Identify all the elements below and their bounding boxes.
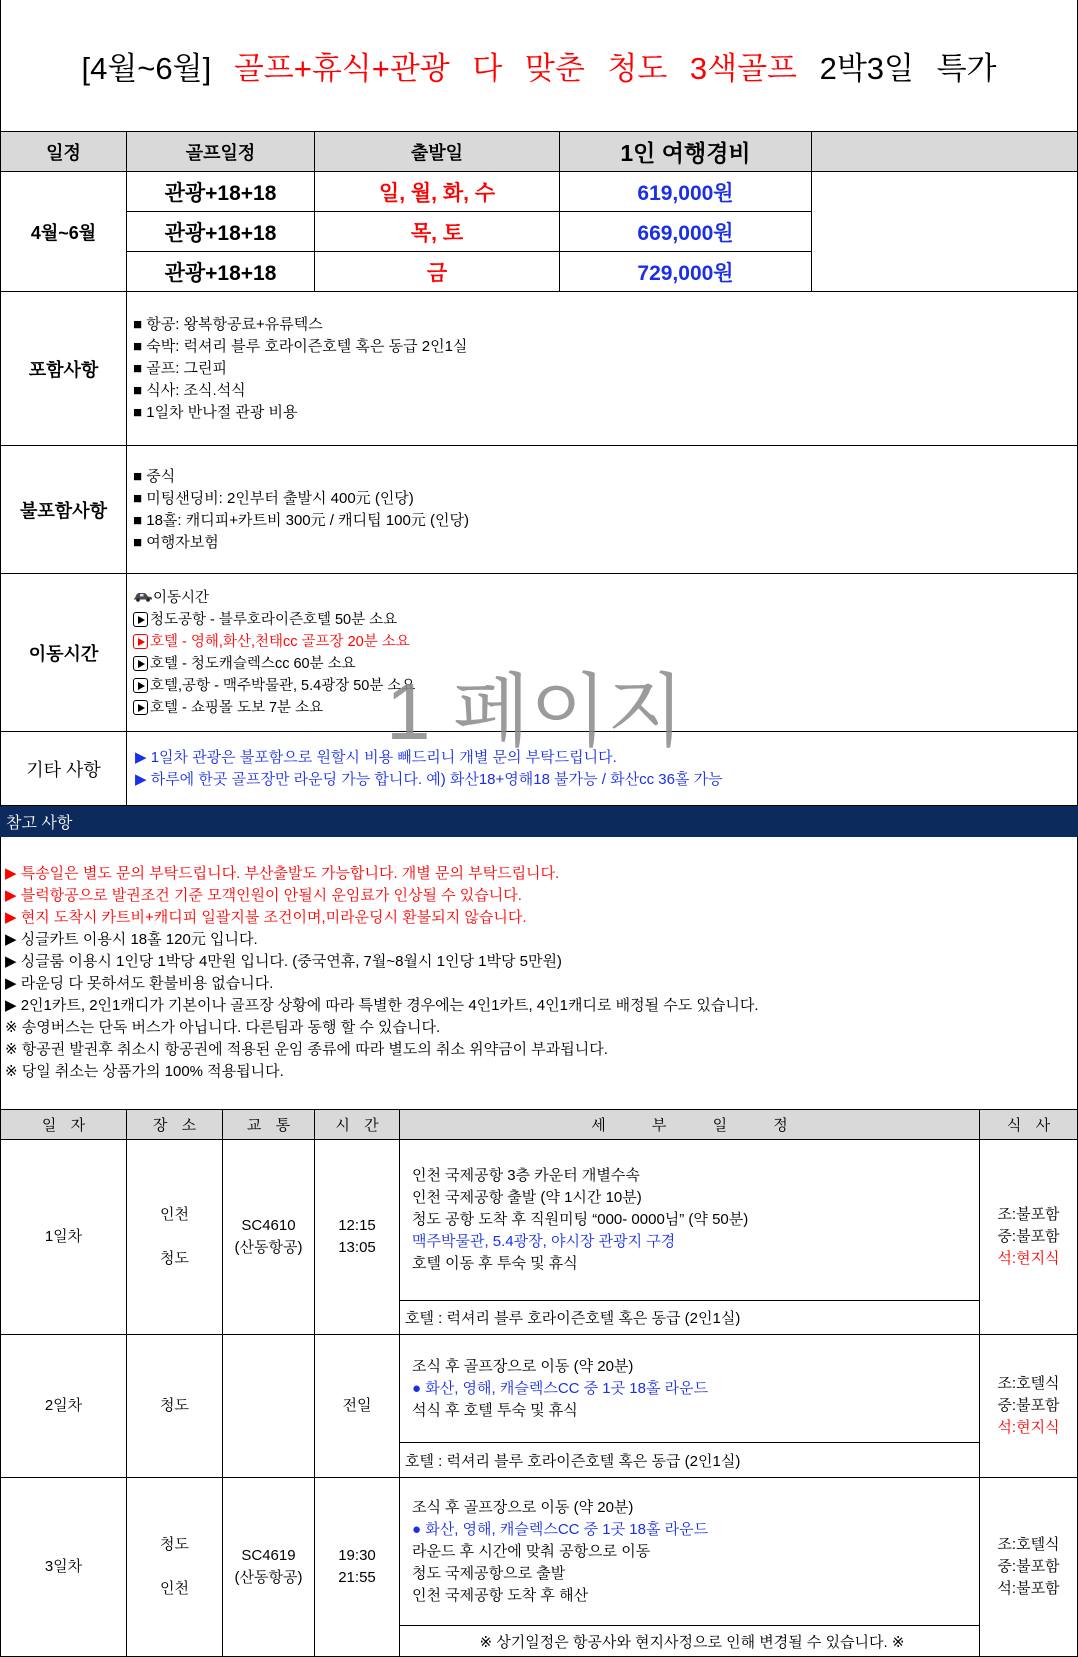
etc-list (127, 732, 1078, 806)
day-meals (980, 1478, 1078, 1657)
detail-line: ● 화산, 영해, 캐슬렉스CC 중 1곳 18홀 라운드 (412, 1520, 709, 1538)
notes-title: 참고 사항 (6, 815, 73, 832)
airline: (산동항공) (234, 1569, 303, 1586)
note-item: ▶ 싱글룸 이용시 1인당 1박당 4만원 입니다. (중국연휴, 7월~8월시 1인당 1박당 5만원) (5, 953, 562, 970)
note-item: ▶ 현지 도착시 카트비+캐디피 일괄지불 조건이며,미라운딩시 환불되지 않습니다. (5, 909, 527, 926)
day-times (315, 1140, 400, 1335)
transfer-item-text: 청도공항 - 블루호라이즌호텔 50분 소요 (150, 611, 398, 628)
place: 청도 (160, 1250, 189, 1267)
schedule-header-day: 일 자 (0, 1110, 127, 1140)
day-places (127, 1335, 223, 1478)
notes-block (0, 837, 1078, 1110)
list-item: ■ 18홀: 캐디피+카트비 300元 / 캐디팁 100元 (인당) (133, 511, 469, 529)
price-value: 619,000원 (560, 172, 812, 212)
header-departure-day: 출발일 (315, 132, 560, 172)
play-box-icon (133, 634, 148, 649)
meal-breakfast: 조:불포함 (997, 1206, 1060, 1223)
includes-list (127, 292, 1078, 446)
schedule-notice: ※ 상기일정은 항공사와 현지사정으로 인해 변경될 수 있습니다. ※ (400, 1626, 980, 1657)
detail-line: 인천 국제공항 도착 후 해산 (412, 1586, 589, 1604)
day-details (400, 1140, 980, 1301)
note-item: ※ 당일 취소는 상품가의 100% 적용됩니다. (5, 1063, 284, 1080)
header-price: 1인 여행경비 (560, 132, 812, 172)
day-hotel: 호텔 : 럭셔리 블루 호라이즌호텔 혹은 동급 (2인1실) (400, 1443, 980, 1478)
title-highlight: 골프+휴식+관광 다 맞춘 청도 3색골프 (233, 51, 797, 86)
meal-dinner: 석:불포함 (997, 1580, 1060, 1597)
detail-line: 인천 국제공항 출발 (약 1시간 10분) (412, 1189, 642, 1206)
list-item: ■ 골프: 그린피 (133, 359, 228, 377)
excludes-label: 불포함사항 (0, 446, 127, 574)
transfer-label: 이동시간 (0, 574, 127, 732)
meal-breakfast: 조:호텔식 (997, 1536, 1060, 1553)
day-details (400, 1478, 980, 1626)
golf-plan: 관광+18+18 (127, 212, 315, 252)
meal-dinner: 석:현지식 (997, 1250, 1060, 1267)
period-label: 4월~6월 (0, 172, 127, 292)
place: 청도 (160, 1397, 189, 1414)
list-item: ■ 1일차 반나절 관광 비용 (133, 403, 298, 421)
detail-line: 호텔 이동 후 투숙 및 휴식 (412, 1255, 578, 1272)
time: 12:15 (338, 1217, 376, 1234)
transfer-item-text: 호텔,공항 - 맥주박물관, 5.4광장 50분 소요 (150, 677, 416, 694)
note-item: ▶ 라운딩 다 못하셔도 환불비용 없습니다. (5, 975, 274, 992)
transfer-item (133, 609, 415, 631)
transfer-item-text: 호텔 - 청도캐슬렉스cc 60분 소요 (150, 655, 356, 672)
schedule-header-time: 시 간 (315, 1110, 400, 1140)
day-times (315, 1478, 400, 1657)
play-box-icon (133, 612, 148, 627)
meal-lunch: 중:불포함 (997, 1558, 1060, 1575)
etc-item: ▶ 하루에 한곳 골프장만 라운딩 가능 합니다. 예) 화산18+영해18 불가능 / 화산cc 36홀 가능 (135, 770, 723, 788)
meal-lunch: 중:불포함 (997, 1397, 1060, 1414)
day-places (127, 1140, 223, 1335)
list-item: ■ 미팅샌딩비: 2인부터 출발시 400元 (인당) (133, 489, 414, 507)
place: 인천 (160, 1206, 189, 1223)
list-item: ■ 중식 (133, 467, 176, 485)
detail-line: 청도 국제공항으로 출발 (412, 1564, 566, 1582)
meal-lunch: 중:불포함 (997, 1228, 1060, 1245)
day-hotel: 호텔 : 럭셔리 블루 호라이즌호텔 혹은 동급 (2인1실) (400, 1301, 980, 1335)
transfer-item-text: 호텔 - 영해,화산,천태cc 골프장 20분 소요 (150, 633, 410, 650)
schedule-header-transport: 교 통 (223, 1110, 315, 1140)
play-box-icon (133, 700, 148, 715)
transfer-item (133, 653, 415, 675)
detail-line: 인천 국제공항 3층 카운터 개별수속 (412, 1167, 640, 1184)
schedule-header-place: 장 소 (127, 1110, 223, 1140)
price-blank (812, 172, 1078, 292)
transfer-list (127, 574, 1078, 732)
golf-plan: 관광+18+18 (127, 172, 315, 212)
day-meals (980, 1140, 1078, 1335)
note-item: ※ 송영버스는 단독 버스가 아닙니다. 다른팀과 동행 할 수 있습니다. (5, 1019, 441, 1036)
day-label: 1일차 (0, 1140, 127, 1335)
play-box-icon (133, 656, 148, 671)
time: 21:55 (338, 1569, 376, 1586)
detail-line: 석식 후 호텔 투숙 및 휴식 (412, 1401, 578, 1419)
note-item: ▶ 싱글카트 이용시 18홀 120元 입니다. (5, 931, 258, 948)
day-transport (223, 1335, 315, 1478)
day-label: 3일차 (0, 1478, 127, 1657)
excludes-list (127, 446, 1078, 574)
schedule-header-detail: 세 부 일 정 (400, 1110, 980, 1140)
includes-label: 포함사항 (0, 292, 127, 446)
note-item: ※ 항공권 발권후 취소시 항공권에 적용된 운임 종류에 따라 별도의 취소 위약금이 부과됩니다. (5, 1041, 608, 1058)
detail-line: 청도 공항 도착 후 직원미팅 “000- 0000님” (약 50분) (412, 1211, 749, 1228)
departure-days: 일, 월, 화, 수 (315, 172, 560, 212)
transfer-heading (133, 587, 415, 609)
price-value: 729,000원 (560, 252, 812, 292)
time: 19:30 (338, 1547, 376, 1564)
day-details (400, 1335, 980, 1443)
header-period: 일정 (0, 132, 127, 172)
list-item: ■ 식사: 조식.석식 (133, 381, 246, 399)
meal-dinner: 석:현지식 (997, 1419, 1060, 1436)
day-transport (223, 1478, 315, 1657)
etc-label: 기타 사항 (0, 732, 127, 806)
day-meals (980, 1335, 1078, 1478)
day-times (315, 1335, 400, 1478)
car-icon (133, 587, 153, 609)
airline: (산동항공) (234, 1239, 303, 1256)
list-item: ■ 숙박: 럭셔리 블루 호라이즌호텔 혹은 동급 2인1실 (133, 337, 468, 355)
title-prefix: [4월~6월] (81, 51, 212, 86)
place: 인천 (160, 1580, 189, 1597)
transfer-item (133, 697, 415, 719)
flight-number: SC4619 (241, 1547, 296, 1564)
header-blank (812, 132, 1078, 172)
note-item: ▶ 특송일은 별도 문의 부탁드립니다. 부산출발도 가능합니다. 개별 문의 부탁드립니다. (5, 865, 560, 882)
detail-line: 라운드 후 시간에 맞춰 공항으로 이동 (412, 1542, 651, 1560)
departure-days: 목, 토 (315, 212, 560, 252)
list-item: ■ 항공: 왕복항공료+유류텍스 (133, 315, 323, 333)
meal-breakfast: 조:호텔식 (997, 1375, 1060, 1392)
day-transport (223, 1140, 315, 1335)
title-suffix: 2박3일 특가 (819, 51, 997, 86)
time: 전일 (342, 1397, 372, 1414)
price-value: 669,000원 (560, 212, 812, 252)
list-item: ■ 여행자보험 (133, 533, 219, 551)
play-box-icon (133, 678, 148, 693)
transfer-item (133, 631, 415, 653)
page-watermark: 1 페이지 (386, 667, 685, 756)
detail-line: 맥주박물관, 5.4광장, 야시장 관광지 구경 (412, 1233, 676, 1250)
header-golf-schedule: 골프일정 (127, 132, 315, 172)
page-title (0, 0, 1078, 132)
detail-line: 조식 후 골프장으로 이동 (약 20분) (412, 1498, 634, 1516)
day-places (127, 1478, 223, 1657)
flight-number: SC4610 (241, 1217, 296, 1234)
detail-line: ● 화산, 영해, 캐슬렉스CC 중 1곳 18홀 라운드 (412, 1379, 709, 1397)
note-item: ▶ 2인1카트, 2인1캐디가 기본이나 골프장 상황에 따라 특별한 경우에는 4인1카트, 4인1캐디로 배정될 수도 있습니다. (5, 997, 759, 1014)
transfer-item-text: 호텔 - 쇼핑몰 도보 7분 소요 (150, 699, 324, 716)
notes-title-bar (0, 806, 1078, 837)
schedule-header-meal: 식 사 (980, 1110, 1078, 1140)
golf-plan: 관광+18+18 (127, 252, 315, 292)
time: 13:05 (338, 1239, 376, 1256)
note-item: ▶ 블럭항공으로 발권조건 기준 모객인원이 안될시 운임료가 인상될 수 있습니다. (5, 887, 522, 904)
day-label: 2일차 (0, 1335, 127, 1478)
transfer-item (133, 675, 415, 697)
etc-item: ▶ 1일차 관광은 불포함으로 원할시 비용 빼드리니 개별 문의 부탁드립니다. (135, 748, 617, 766)
place: 청도 (160, 1536, 189, 1553)
transfer-heading-text: 이동시간 (153, 589, 210, 606)
departure-days: 금 (315, 252, 560, 292)
detail-line: 조식 후 골프장으로 이동 (약 20분) (412, 1357, 634, 1375)
